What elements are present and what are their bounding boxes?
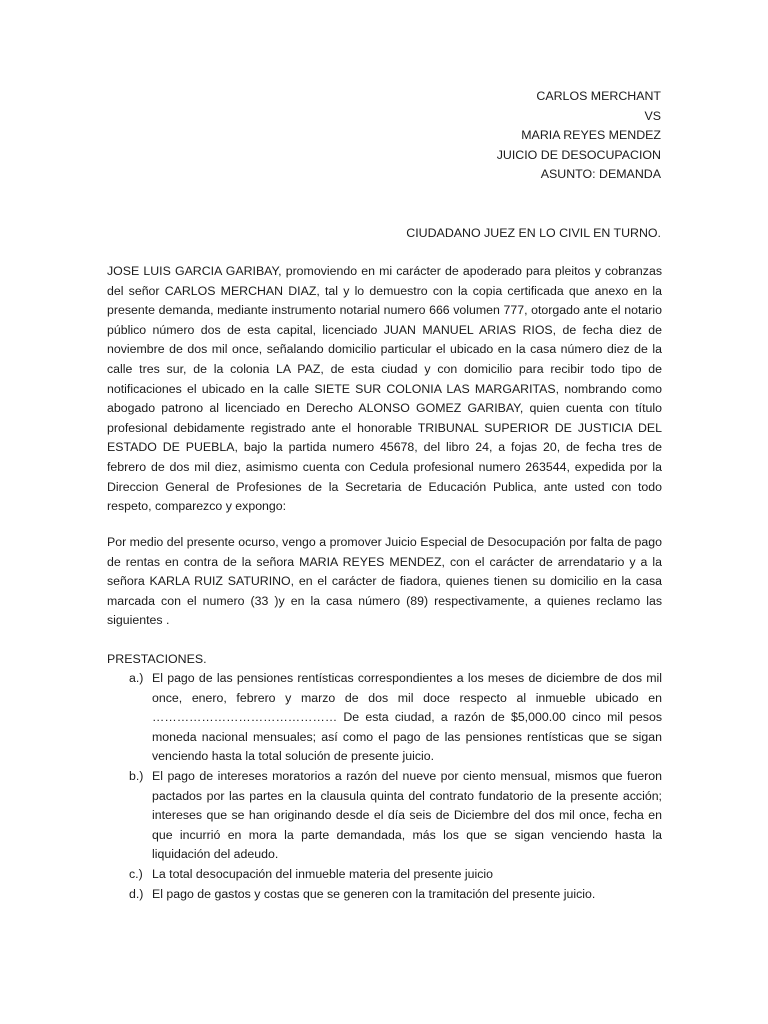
addressee-line: CIUDADANO JUEZ EN LO CIVIL EN TURNO. (406, 226, 661, 240)
intro-paragraph: JOSE LUIS GARCIA GARIBAY, promoviendo en mi carácter de apoderado para pleitos y cobranzas del señor CARLOS MERCHAN DIAZ, tal y lo demuestro con la copia certificada que anexo en la presente demanda, mediante instrumento notarial numero 666 volumen 777, otorgado ante el notario público número dos de esta capital, licenciado JUAN MANUEL ARIAS RIOS, de fecha diez de noviembre de dos mil once, señalando domicilio particular el ubicado en la casa número diez de la calle tres sur, de la colonia LA PAZ, de esta ciudad y con domicilio para recibir todo tipo de notificaciones el ubicado en la calle SIETE SUR COLONIA LAS MARGARITAS, nombrando como abogado patrono al licenciado en Derecho ALONSO GOMEZ GARIBAY, quien cuenta con título profesional debidamente registrado ante el honorable TRIBUNAL SUPERIOR DE JUSTICIA DEL ESTADO DE PUEBLA, bajo la partida numero 45678, del libro 24, a fojas 20, de fecha tres de febrero de dos mil diez, asimismo cuenta con Cedula profesional numero 263544, expedida por la Direccion General de Profesiones de la Secretaria de Educación Publica, ante usted con todo respeto, comparezco y expongo: (107, 264, 662, 514)
claim-paragraph: Por medio del presente ocurso, vengo a promover Juicio Especial de Desocupación por falta de pago de rentas en contra de la señora MARIA REYES MENDEZ, con el carácter de arrendatario y a la señora KARLA RUIZ SATURINO, en el carácter de fiadora, quienes tienen su domicilio en la casa marcada con el numero (33 )y en la casa número (89) respectivamente, a quienes reclamo las siguientes . (107, 535, 662, 628)
case-header (261, 87, 661, 185)
plaintiff-name: CARLOS MERCHANT (536, 89, 661, 103)
list-item (107, 885, 662, 905)
list-marker: c.) (129, 866, 143, 881)
list-marker: a.) (129, 671, 144, 685)
list-item-text: El pago de gastos y costas que se generen con la tramitación del presente juicio. (152, 886, 596, 901)
list-item (107, 669, 662, 767)
list-item-text: El pago de intereses moratorios a razón del nueve por ciento mensual, mismos que fueron pactados por las partes en la clausula quinta del contrato fundatorio de la presente acción; intereses que se han originando desde el día seis de Diciembre del dos mil once, fecha en que incurrió en mora la parte demandada, más los que se sigan venciendo hasta la liquidación del adeudo. (152, 768, 662, 862)
list-item-text: La total desocupación del inmueble materia del presente juicio (152, 866, 494, 881)
list-marker: b.) (129, 768, 144, 783)
prestaciones-list (107, 669, 662, 904)
prestaciones-title: PRESTACIONES. (107, 652, 207, 666)
list-marker: d.) (129, 886, 144, 901)
case-type: JUICIO DE DESOCUPACION (496, 147, 661, 162)
defendant-name: MARIA REYES MENDEZ (521, 128, 661, 143)
list-item (107, 865, 662, 885)
case-subject: ASUNTO: DEMANDA (540, 167, 661, 182)
versus-label: VS (644, 108, 661, 123)
list-item-text: El pago de las pensiones rentísticas correspondientes a los meses de diciembre de dos mil once, enero, febrero y marzo de dos mil doce respecto al inmueble ubicado en ……………………………………… De esta ciudad, a razón de $5,000.00 cinco mil pesos moneda nacional mensuales; así como el pago de las pensiones rentísticas que se sigan venciendo hasta la total solución de presente juicio. (152, 671, 662, 764)
list-item (107, 767, 662, 865)
